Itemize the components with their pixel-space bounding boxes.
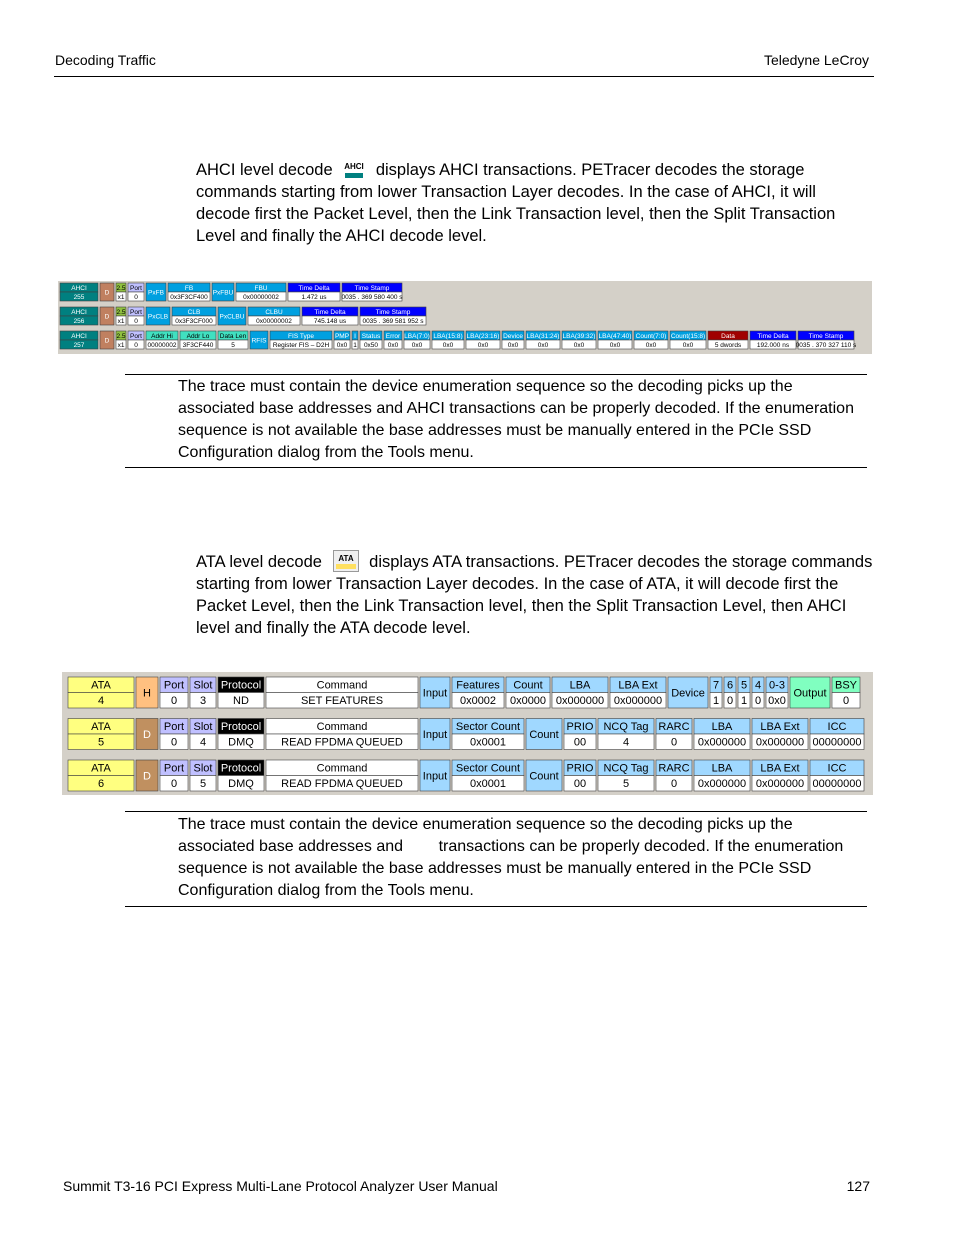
svg-text:PxFB: PxFB <box>148 289 164 297</box>
svg-text:0x00000002: 0x00000002 <box>256 317 292 325</box>
svg-text:READ FPDMA QUEUED: READ FPDMA QUEUED <box>281 778 403 791</box>
svg-text:ICC: ICC <box>827 762 847 775</box>
svg-text:Count: Count <box>513 679 543 692</box>
ahci-trace-row-3-cell-23 <box>708 331 748 349</box>
svg-text:0: 0 <box>170 778 178 791</box>
svg-text:Protocol: Protocol <box>220 721 262 734</box>
svg-text:0x0: 0x0 <box>537 341 549 349</box>
ahci-trace-row-3-cell-10 <box>334 331 350 349</box>
ahci-trace-row-1-cell-2 <box>100 283 114 301</box>
ata-trace-row-2-cell-8 <box>452 719 524 750</box>
ata-trace-row-3-cell-9 <box>526 760 562 791</box>
ahci-trace-row-3-cell-25 <box>796 331 857 349</box>
svg-text:Slot: Slot <box>193 721 213 734</box>
svg-text:2.5: 2.5 <box>116 308 126 316</box>
svg-text:LBA Ext: LBA Ext <box>760 762 800 775</box>
ahci-trace-row-2-cell-5 <box>146 307 170 325</box>
svg-text:0x0: 0x0 <box>768 695 786 708</box>
ahci-trace-row-3-cell-2 <box>100 331 114 349</box>
ata-trace-row-2-cell-2 <box>136 719 158 750</box>
svg-text:0035 . 369 580 400 s: 0035 . 369 580 400 s <box>341 293 403 301</box>
svg-text:0x0: 0x0 <box>477 341 489 349</box>
svg-text:Sector Count: Sector Count <box>455 721 521 734</box>
ata-trace-row-1-cell-1 <box>68 677 134 708</box>
ata-paragraph-line-3: Packet Level, then the Link Transaction level, then the Split Transaction Level, then AHCI <box>196 597 847 615</box>
ata-trace-row-2-cell-11 <box>598 719 654 750</box>
ata-trace-row-3-cell-13 <box>694 760 750 791</box>
svg-text:D: D <box>104 337 110 345</box>
svg-text:LBA: LBA <box>711 762 733 775</box>
ata-decode-icon <box>333 550 359 572</box>
svg-text:Data: Data <box>721 332 735 340</box>
svg-text:0: 0 <box>170 736 178 749</box>
svg-text:192.000 ns: 192.000 ns <box>756 341 790 349</box>
svg-text:Command: Command <box>316 679 368 692</box>
ahci-trace-row-3-cell-21 <box>634 331 668 349</box>
svg-text:LBA Ext: LBA Ext <box>760 721 800 734</box>
ata-trace-row-3-cell-10 <box>564 760 596 791</box>
svg-text:0: 0 <box>726 695 734 708</box>
ahci-trace-row-3-cell-1 <box>60 331 98 349</box>
ata-trace-row-3-cell-6 <box>266 760 418 791</box>
svg-text:1.472 us: 1.472 us <box>301 293 327 301</box>
ahci-trace-row-1-cell-5 <box>146 283 166 301</box>
svg-text:PxCLB: PxCLB <box>147 313 169 321</box>
svg-text:READ FPDMA QUEUED: READ FPDMA QUEUED <box>281 736 403 749</box>
svg-text:Time Delta: Time Delta <box>314 308 346 316</box>
svg-text:Device: Device <box>503 332 523 340</box>
note1-text: The trace must contain the device enumeration sequence so the decoding picks up the associated base addresses and AHCI transactions can be properly decoded. If the enumeration sequence is not available the base addresses must be manually entered in the PCIe SSD Configuration dialog from the Tools menu. <box>178 378 854 461</box>
svg-text:2.5: 2.5 <box>116 332 126 340</box>
svg-text:H: H <box>143 687 151 700</box>
svg-text:Port: Port <box>163 721 185 734</box>
svg-text:0x0: 0x0 <box>411 341 423 349</box>
ata-trace-row-1-cell-3 <box>160 677 188 708</box>
svg-text:257: 257 <box>73 341 85 349</box>
svg-text:D: D <box>143 728 151 741</box>
svg-text:ND: ND <box>233 695 249 708</box>
svg-text:Port: Port <box>130 308 142 316</box>
svg-text:Count(7:0): Count(7:0) <box>635 332 667 340</box>
svg-text:AHCI: AHCI <box>344 162 365 171</box>
svg-text:Time Stamp: Time Stamp <box>375 308 411 316</box>
ahci-trace-row-3-cell-24 <box>750 331 796 349</box>
svg-text:RARC: RARC <box>658 721 690 734</box>
svg-text:DMQ: DMQ <box>228 778 254 791</box>
ata-trace-row-3-cell-15 <box>810 760 864 791</box>
ahci-trace-row-3-cell-3 <box>116 331 126 349</box>
svg-text:Addr Lo: Addr Lo <box>186 332 210 340</box>
svg-text:Register FIS – D2H: Register FIS – D2H <box>272 341 330 349</box>
svg-text:ATA: ATA <box>337 554 354 563</box>
ahci-paragraph-line-1: AHCI level decode AHCI displays AHCI transactions. PETracer decodes the storage <box>196 158 835 181</box>
svg-text:Count: Count <box>529 728 559 741</box>
svg-text:6: 6 <box>726 679 734 692</box>
svg-text:0x50: 0x50 <box>363 341 379 349</box>
note1-bottom-rule <box>125 467 867 468</box>
svg-text:0x0: 0x0 <box>442 341 454 349</box>
ahci-paragraph <box>196 158 835 247</box>
svg-text:5: 5 <box>622 778 630 791</box>
svg-text:Input: Input <box>422 728 448 741</box>
svg-text:D: D <box>143 770 151 783</box>
svg-text:0035 . 369 581 952 s: 0035 . 369 581 952 s <box>362 317 424 325</box>
svg-text:NCQ Tag: NCQ Tag <box>603 721 649 734</box>
ata-trace-row-1-cell-13 <box>710 677 722 708</box>
ata-trace-screenshot <box>62 672 873 795</box>
svg-text:0x0: 0x0 <box>507 341 519 349</box>
ata-trace-row-1-cell-4 <box>190 677 216 708</box>
svg-text:0x000000: 0x000000 <box>755 778 805 791</box>
svg-text:0: 0 <box>134 293 138 301</box>
ata-trace-row-2-cell-6 <box>266 719 418 750</box>
svg-text:ATA: ATA <box>91 762 111 775</box>
svg-text:Command: Command <box>316 721 368 734</box>
ahci-paragraph-line-3: decode first the Packet Level, then the Link Transaction level, then the Split Transaction <box>196 205 836 223</box>
note2-text: The trace must contain the device enumeration sequence so the decoding picks up the associated base addresses and transactions can be properly decoded. If the enumeration sequence is not available the base addresses must be manually entered in the PCIe SSD Configuration dialog from the Tools menu. <box>178 816 844 899</box>
svg-text:5: 5 <box>199 778 207 791</box>
svg-text:LBA(39:32): LBA(39:32) <box>562 332 596 340</box>
ahci-trace-row-3-cell-4 <box>128 331 144 349</box>
ata-trace-row-3-cell-4 <box>190 760 216 791</box>
ata-trace-row-2-cell-7 <box>420 719 450 750</box>
svg-text:255: 255 <box>73 293 85 301</box>
ata-trace-row-3-cell-14 <box>752 760 808 791</box>
svg-text:Protocol: Protocol <box>220 762 262 775</box>
ahci-trace-row-2-cell-10 <box>360 307 426 325</box>
ahci-paragraph-line-4: Level and finally the AHCI decode level. <box>196 227 487 245</box>
svg-text:FB: FB <box>184 284 194 292</box>
running-header-company: Teledyne LeCroy <box>763 52 869 68</box>
svg-text:Features: Features <box>456 679 500 692</box>
svg-text:0x00000002: 0x00000002 <box>243 293 279 301</box>
svg-text:00: 00 <box>573 736 587 749</box>
svg-text:Error: Error <box>385 332 401 340</box>
svg-text:0x000000: 0x000000 <box>555 695 605 708</box>
svg-text:0-3: 0-3 <box>769 679 785 692</box>
svg-text:x1: x1 <box>117 293 125 301</box>
svg-text:0: 0 <box>170 695 178 708</box>
svg-text:AHCI: AHCI <box>71 308 87 316</box>
svg-text:0x0: 0x0 <box>645 341 657 349</box>
svg-text:x1: x1 <box>117 341 125 349</box>
svg-text:LBA: LBA <box>569 679 591 692</box>
svg-text:RARC: RARC <box>658 762 690 775</box>
svg-text:x1: x1 <box>117 317 125 325</box>
svg-text:LBA(31:24): LBA(31:24) <box>526 332 560 340</box>
ahci-trace-row-2-cell-9 <box>302 307 358 325</box>
ata-trace-row-1-cell-15 <box>738 677 750 708</box>
svg-text:SET FEATURES: SET FEATURES <box>300 695 384 708</box>
ahci-trace-row-3-cell-22 <box>670 331 706 349</box>
svg-text:0x0: 0x0 <box>387 341 399 349</box>
svg-text:0x000000: 0x000000 <box>755 736 805 749</box>
ata-trace-row-2-cell-13 <box>694 719 750 750</box>
svg-text:00000000: 00000000 <box>812 736 862 749</box>
ahci-trace-row-2-cell-3 <box>116 307 126 325</box>
svg-text:0x0: 0x0 <box>609 341 621 349</box>
note2-top-rule <box>125 811 867 812</box>
svg-text:00000000: 00000000 <box>812 778 862 791</box>
ata-trace-row-2-cell-5 <box>218 719 264 750</box>
svg-text:ATA: ATA <box>91 679 111 692</box>
svg-text:3: 3 <box>199 695 207 708</box>
ahci-trace-row-1-cell-1 <box>60 283 98 301</box>
svg-text:Time Delta: Time Delta <box>757 332 789 340</box>
ata-trace-row-1-cell-19 <box>832 677 860 708</box>
svg-text:5: 5 <box>97 736 105 749</box>
ahci-trace-row-3-cell-14 <box>404 331 430 349</box>
svg-text:1: 1 <box>740 695 748 708</box>
svg-text:0x000000: 0x000000 <box>697 736 747 749</box>
ata-trace-row-2-cell-4 <box>190 719 216 750</box>
ahci-trace-row-2-cell-7 <box>218 307 246 325</box>
ata-trace-row-3-cell-1 <box>68 760 134 791</box>
ahci-trace-row-1-cell-7 <box>212 283 234 301</box>
ata-trace-row-2-cell-12 <box>656 719 692 750</box>
svg-text:00: 00 <box>573 778 587 791</box>
svg-text:0: 0 <box>670 736 678 749</box>
svg-text:5 dwords: 5 dwords <box>714 341 742 349</box>
ahci-trace-row-2-cell-6 <box>172 307 216 325</box>
ata-trace-row-1-cell-14 <box>724 677 736 708</box>
ata-trace-graphic <box>62 672 873 795</box>
svg-text:0: 0 <box>670 778 678 791</box>
ahci-trace-row-2-cell-4 <box>128 307 144 325</box>
svg-text:Port: Port <box>130 284 142 292</box>
svg-text:4: 4 <box>199 736 207 749</box>
ata-trace-row-3-cell-8 <box>452 760 524 791</box>
ata-paragraph <box>196 550 872 639</box>
svg-text:745.148 us: 745.148 us <box>313 317 347 325</box>
svg-text:AHCI: AHCI <box>71 284 87 292</box>
ahci-trace-row-3-cell-11 <box>352 331 358 349</box>
svg-text:CLB: CLB <box>187 308 201 316</box>
ahci-trace-row-3-cell-15 <box>432 331 464 349</box>
svg-text:1: 1 <box>712 695 720 708</box>
svg-text:AHCI: AHCI <box>71 332 87 340</box>
ahci-trace-row-3-cell-8 <box>250 331 268 349</box>
svg-text:0: 0 <box>134 317 138 325</box>
ahci-trace-row-1-cell-8 <box>236 283 286 301</box>
svg-text:5: 5 <box>231 341 235 349</box>
ata-trace-row-1-cell-2 <box>136 677 158 708</box>
svg-text:DMQ: DMQ <box>228 736 254 749</box>
svg-text:Input: Input <box>422 687 448 700</box>
note1-top-rule <box>125 374 867 375</box>
svg-text:0x3F3CF400: 0x3F3CF400 <box>170 293 208 301</box>
svg-text:0: 0 <box>754 695 762 708</box>
running-header-section: Decoding Traffic <box>55 52 156 68</box>
svg-text:LBA(7:0): LBA(7:0) <box>404 332 430 340</box>
svg-text:256: 256 <box>73 317 85 325</box>
svg-text:00000002: 00000002 <box>147 341 177 349</box>
svg-text:Addr Hi: Addr Hi <box>151 332 173 340</box>
svg-text:LBA(23:16): LBA(23:16) <box>466 332 500 340</box>
svg-text:0x000000: 0x000000 <box>697 778 747 791</box>
ahci-paragraph-line-2: commands starting from lower Transaction Layer decodes. In the case of AHCI, it will <box>196 183 816 201</box>
svg-text:FIS Type: FIS Type <box>288 332 314 340</box>
ahci-trace-row-3-cell-16 <box>466 331 500 349</box>
ata-trace-row-1-cell-8 <box>452 677 504 708</box>
svg-text:FBU: FBU <box>254 284 268 292</box>
svg-text:4: 4 <box>97 695 105 708</box>
svg-text:Command: Command <box>316 762 368 775</box>
ahci-trace-row-3-cell-9 <box>270 331 332 349</box>
ata-trace-row-1-cell-5 <box>218 677 264 708</box>
svg-text:LBA(47:40): LBA(47:40) <box>598 332 632 340</box>
svg-text:PRIO: PRIO <box>566 762 594 775</box>
svg-text:ICC: ICC <box>827 721 847 734</box>
svg-text:Time Stamp: Time Stamp <box>354 284 390 292</box>
svg-text:Sector Count: Sector Count <box>455 762 521 775</box>
ahci-trace-row-1-cell-6 <box>168 283 210 301</box>
svg-text:Time Delta: Time Delta <box>298 284 330 292</box>
ata-trace-row-2-cell-15 <box>810 719 864 750</box>
svg-text:ATA: ATA <box>91 721 111 734</box>
header-rule <box>54 76 874 77</box>
ahci-trace-row-1-cell-4 <box>128 283 144 301</box>
svg-text:2.5: 2.5 <box>116 284 126 292</box>
svg-text:D: D <box>104 289 110 297</box>
ata-paragraph-line-1: ATA level decode ATA displays ATA transactions. PETracer decodes the storage commands <box>196 550 872 573</box>
svg-text:0x0001: 0x0001 <box>469 778 507 791</box>
ata-trace-row-1-cell-17 <box>766 677 788 708</box>
svg-text:Input: Input <box>422 770 448 783</box>
svg-text:PxCLBU: PxCLBU <box>219 313 245 321</box>
svg-text:0x0: 0x0 <box>336 341 348 349</box>
ahci-trace-row-1-cell-9 <box>288 283 340 301</box>
svg-text:0x0001: 0x0001 <box>469 736 507 749</box>
ahci-decode-icon <box>343 158 365 180</box>
svg-text:6: 6 <box>97 778 105 791</box>
svg-text:LBA: LBA <box>711 721 733 734</box>
svg-text:PxFBU: PxFBU <box>212 289 234 297</box>
ata-trace-row-2-cell-14 <box>752 719 808 750</box>
svg-text:LBA(15:8): LBA(15:8) <box>433 332 463 340</box>
ahci-trace-row-3-cell-13 <box>384 331 402 349</box>
svg-text:D: D <box>104 313 110 321</box>
ahci-trace-row-3-cell-19 <box>562 331 596 349</box>
ata-trace-row-1-cell-12 <box>668 677 708 708</box>
ahci-trace-row-3-cell-5 <box>146 331 178 349</box>
svg-text:Port: Port <box>163 679 185 692</box>
svg-text:Port: Port <box>163 762 185 775</box>
ahci-trace-row-2-cell-8 <box>248 307 300 325</box>
ata-trace-row-2-cell-3 <box>160 719 188 750</box>
ata-trace-row-1-cell-18 <box>790 677 830 708</box>
svg-text:Protocol: Protocol <box>220 679 262 692</box>
svg-text:Count(15:8): Count(15:8) <box>670 332 706 340</box>
svg-text:0035 . 370 327 110 s: 0035 . 370 327 110 s <box>795 341 857 349</box>
svg-text:NCQ Tag: NCQ Tag <box>603 762 649 775</box>
ata-trace-row-3-cell-11 <box>598 760 654 791</box>
ahci-trace-row-3-cell-7 <box>218 331 248 349</box>
ata-trace-row-1-cell-11 <box>610 677 666 708</box>
ahci-trace-graphic <box>58 281 872 354</box>
svg-text:Port: Port <box>130 332 142 340</box>
ata-paragraph-line-4: level and finally the ATA decode level. <box>196 619 471 637</box>
svg-text:Slot: Slot <box>193 762 213 775</box>
svg-text:PRIO: PRIO <box>566 721 594 734</box>
ata-trace-row-1-cell-10 <box>552 677 608 708</box>
ata-trace-row-1-cell-6 <box>266 677 418 708</box>
ata-trace-row-3-cell-12 <box>656 760 692 791</box>
ata-trace-row-3-cell-3 <box>160 760 188 791</box>
svg-text:Count: Count <box>529 770 559 783</box>
svg-text:I: I <box>354 332 356 340</box>
ahci-trace-row-3-cell-18 <box>526 331 560 349</box>
svg-text:RFIS: RFIS <box>251 337 267 345</box>
svg-text:LBA Ext: LBA Ext <box>618 679 658 692</box>
svg-text:0x0002: 0x0002 <box>459 695 497 708</box>
ahci-trace-row-2-cell-2 <box>100 307 114 325</box>
svg-text:0: 0 <box>842 695 850 708</box>
ahci-trace-row-3-cell-12 <box>360 331 382 349</box>
ata-trace-row-3-cell-5 <box>218 760 264 791</box>
svg-text:BSY: BSY <box>834 679 858 692</box>
svg-text:0x0: 0x0 <box>573 341 585 349</box>
ata-trace-row-1-cell-16 <box>752 677 764 708</box>
footer-page-number: 127 <box>846 1178 870 1194</box>
svg-text:Slot: Slot <box>193 679 213 692</box>
svg-text:0x0: 0x0 <box>682 341 694 349</box>
footer-manual-title: Summit T3-16 PCI Express Multi-Lane Protocol Analyzer User Manual <box>63 1178 498 1194</box>
ata-trace-row-3-cell-2 <box>136 760 158 791</box>
svg-text:PMP: PMP <box>334 332 350 340</box>
ahci-trace-row-3-cell-6 <box>180 331 216 349</box>
note2-bottom-rule <box>125 906 867 907</box>
svg-text:CLBU: CLBU <box>265 308 283 316</box>
ata-trace-row-1-cell-9 <box>506 677 550 708</box>
svg-text:0x0000: 0x0000 <box>509 695 547 708</box>
ahci-trace-row-3-cell-20 <box>598 331 632 349</box>
svg-text:Output: Output <box>793 687 827 700</box>
svg-text:0x3F3CF000: 0x3F3CF000 <box>175 317 213 325</box>
svg-text:7: 7 <box>712 679 720 692</box>
svg-text:Status: Status <box>361 332 381 340</box>
svg-text:Time Stamp: Time Stamp <box>808 332 844 340</box>
svg-text:4: 4 <box>754 679 762 692</box>
ahci-trace-row-1-cell-3 <box>116 283 126 301</box>
ata-paragraph-line-2: starting from lower Transaction Layer decodes. In the case of ATA, it will decode first the <box>196 575 839 593</box>
svg-text:Device: Device <box>671 687 705 700</box>
svg-text:5: 5 <box>740 679 748 692</box>
svg-text:4: 4 <box>622 736 630 749</box>
ata-trace-row-2-cell-1 <box>68 719 134 750</box>
svg-text:Data Len: Data Len <box>219 332 247 340</box>
svg-text:3F3CF440: 3F3CF440 <box>182 341 214 349</box>
ata-trace-row-2-cell-9 <box>526 719 562 750</box>
ahci-trace-row-3-cell-17 <box>502 331 524 349</box>
svg-text:0: 0 <box>134 341 138 349</box>
ata-trace-row-2-cell-10 <box>564 719 596 750</box>
ata-trace-row-3-cell-7 <box>420 760 450 791</box>
ahci-trace-row-2-cell-1 <box>60 307 98 325</box>
ahci-trace-screenshot <box>58 281 872 354</box>
ata-trace-row-1-cell-7 <box>420 677 450 708</box>
svg-text:1: 1 <box>353 341 357 349</box>
svg-text:0x000000: 0x000000 <box>613 695 663 708</box>
ahci-trace-row-1-cell-10 <box>341 283 403 301</box>
